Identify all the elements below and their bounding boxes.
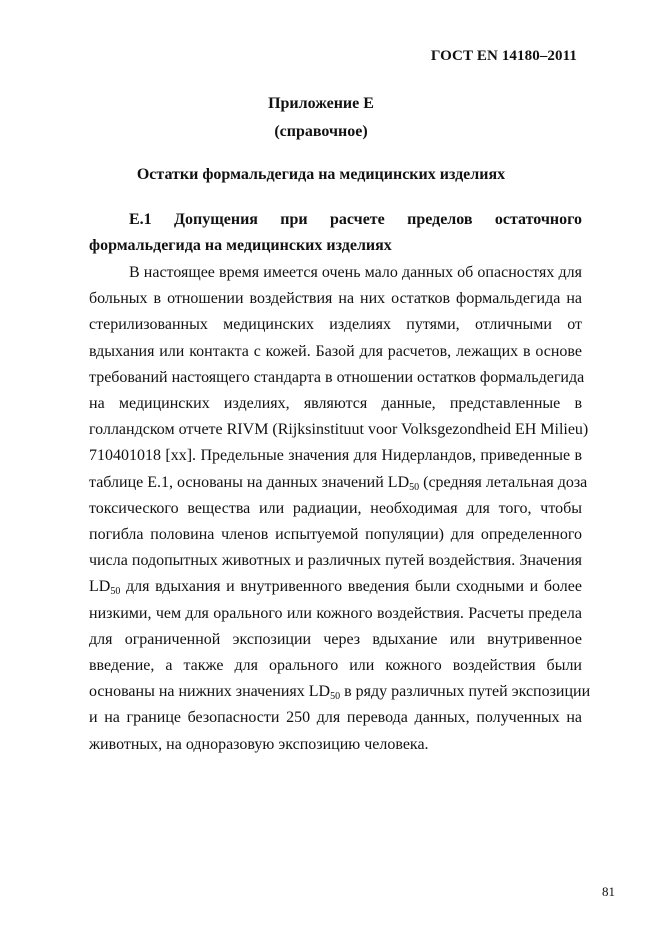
body-line: больных в отношении воздействия на них остатков формальдегида на [89, 290, 582, 308]
text-run: таблице Е.1, основаны на данных значений LD [89, 473, 410, 491]
body-line: введение, а также для орального или кожного воздействия были [89, 657, 582, 675]
section-heading [89, 207, 582, 259]
subscript: 50 [110, 586, 121, 598]
body-line: стерилизованных медицинских изделиях путями, отличными от [89, 316, 582, 334]
section-title-word: Допущения [174, 211, 258, 228]
text-run: LD [89, 578, 111, 596]
body-line: для ограниченной экспозиции через вдыхание или внутривенное [89, 630, 582, 648]
text-run: для вдыхания и внутривенного введения были сходными и более [120, 578, 582, 596]
section-title-word: при [280, 211, 308, 228]
annex-heading: Остатки формальдегида на медицинских изделиях [136, 166, 506, 183]
body-line: вдыхания или контакта с кожей. Базой для расчетов, лежащих в основе [89, 342, 582, 360]
body-line: на медицинских изделиях, являются данные, представленные в [89, 395, 582, 413]
body-line: В настоящее время имеется очень мало данных об опасностях для [129, 264, 582, 281]
page-number: 81 [602, 884, 615, 899]
body-paragraph [89, 260, 591, 758]
section-title-word: расчете [329, 211, 385, 228]
appendix-kind: (справочное) [274, 123, 368, 140]
text-run: в ряду различных путей экспозиции [340, 683, 591, 701]
body-line: требований настоящего стандарта в отношении остатков формальдегида [89, 368, 585, 386]
section-heading-line-1 [89, 207, 582, 233]
body-line [89, 679, 591, 705]
section-number: Е.1 [129, 211, 152, 228]
body-line: погибла половина членов испытуемой популяции) для определенного [89, 526, 582, 544]
standard-number: ГОСТ EN 14180–2011 [430, 48, 577, 64]
section-title-word: остаточного [494, 211, 582, 228]
body-line: токсического вещества или радиации, необходимая для того, чтобы [89, 499, 582, 517]
body-line: числа подопытных животных и различных путей воздействия. Значения [89, 552, 582, 570]
body-line: низкими, чем для орального или кожного воздействия. Расчеты предела [89, 604, 582, 622]
subscript: 50 [330, 691, 341, 703]
body-line [89, 470, 588, 496]
body-line: 710401018 [xx]. Предельные значения для Нидерландов, приведенные в [89, 447, 582, 465]
appendix-title: Приложение Е [268, 95, 374, 112]
body-line: и на границе безопасности 250 для перевода данных, полученных на [89, 709, 582, 727]
section-title-word: пределов [407, 211, 473, 228]
text-run: основаны на нижних значениях LD [89, 683, 331, 701]
text-run: (средняя летальная доза [419, 473, 588, 491]
body-line: голландском отчете RIVM (Rijksinstituut voor Volksgezondheid EH Milieu) [89, 421, 589, 439]
section-heading-line-2: формальдегида на медицинских изделиях [89, 237, 392, 254]
body-line: животных, на одноразовую экспозицию человека. [89, 735, 429, 753]
subscript: 50 [409, 481, 420, 493]
body-line [89, 574, 582, 600]
